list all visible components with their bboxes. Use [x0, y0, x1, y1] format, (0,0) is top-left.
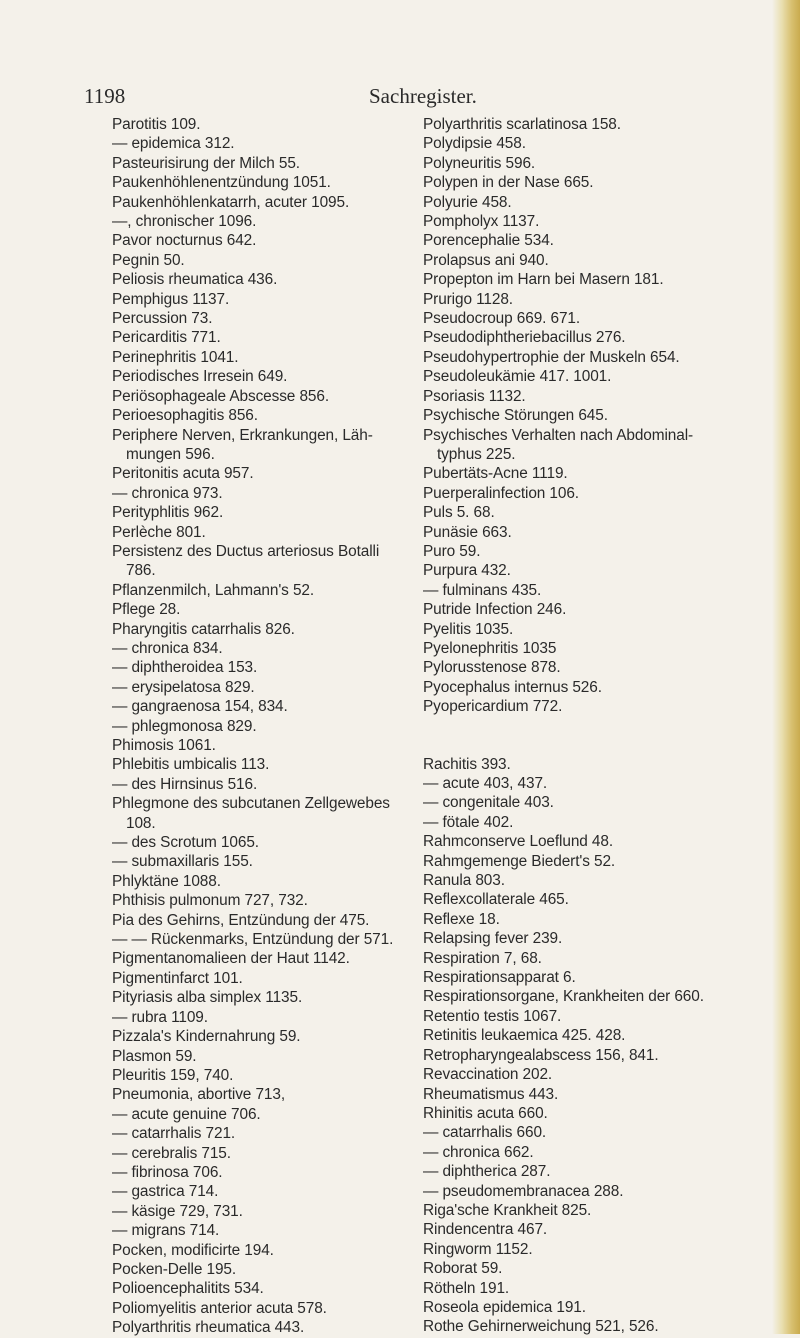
- index-entry: Revaccination 202.: [423, 1066, 553, 1084]
- index-entry: Roborat 59.: [423, 1260, 503, 1278]
- index-entry: — chronica 834.: [112, 639, 223, 657]
- index-entry: — rubra 1109.: [112, 1008, 208, 1026]
- index-entry: Propepton im Harn bei Masern 181.: [423, 271, 664, 289]
- index-entry: Pavor nocturnus 642.: [112, 232, 257, 250]
- index-entry: Phthisis pulmonum 727, 732.: [112, 892, 308, 910]
- index-entry: Pasteurisirung der Milch 55.: [112, 154, 300, 172]
- index-entry: Phlyktäne 1088.: [112, 872, 221, 890]
- left-column: [112, 115, 412, 1338]
- index-entry: Pseudocroup 669. 671.: [423, 310, 581, 328]
- index-entry: Periphere Nerven, Erkrankungen, Läh-: [112, 426, 373, 444]
- index-entry: — submaxillaris 155.: [112, 853, 253, 871]
- index-entry: Punäsie 663.: [423, 523, 512, 541]
- index-entry: Polyurie 458.: [423, 193, 512, 211]
- index-entry: Riga'sche Krankheit 825.: [423, 1201, 592, 1219]
- index-entry: Reflexe 18.: [423, 910, 500, 928]
- index-entry: Pyelonephritis 1035: [423, 639, 557, 657]
- index-entry: Pflege 28.: [112, 601, 181, 619]
- index-entry: Periösophageale Abscesse 856.: [112, 387, 330, 405]
- index-entry: Ranula 803.: [423, 872, 505, 890]
- index-entry: Polioencephalitits 534.: [112, 1280, 264, 1298]
- index-entry: typhus 225.: [437, 445, 516, 463]
- index-entry: Psychische Störungen 645.: [423, 407, 608, 425]
- index-entry: Pia des Gehirns, Entzündung der 475.: [112, 911, 370, 929]
- index-entry: — phlegmonosa 829.: [112, 717, 257, 735]
- index-entry: Phimosis 1061.: [112, 737, 216, 754]
- index-entry: Periodisches Irresein 649.: [112, 368, 288, 386]
- index-entry: Respiration 7, 68.: [423, 949, 542, 967]
- index-entry: Polyneuritis 596.: [423, 154, 536, 172]
- index-entry: — diphtheroidea 153.: [112, 659, 258, 677]
- page-number: 1198: [84, 84, 126, 108]
- index-entry: — catarrhalis 721.: [112, 1125, 236, 1143]
- index-entry: Pleuritis 159, 740.: [112, 1066, 234, 1084]
- index-entry: Paukenhöhlenkatarrh, acuter 1095.: [112, 193, 350, 211]
- index-entry: — des Scrotum 1065.: [112, 834, 259, 852]
- index-entry: — gangraenosa 154, 834.: [112, 698, 288, 716]
- index-entry: Plasmon 59.: [112, 1047, 197, 1065]
- index-entry: — cerebralis 715.: [112, 1144, 231, 1162]
- index-entry: Puls 5. 68.: [423, 504, 495, 522]
- index-entry: Phlebitis umbicalis 113.: [112, 756, 270, 774]
- index-entry: Rheumatismus 443.: [423, 1085, 559, 1103]
- index-entry: Pompholyx 1137.: [423, 213, 540, 231]
- index-entry: Relapsing fever 239.: [423, 930, 563, 948]
- index-entry: Prolapsus ani 940.: [423, 251, 549, 269]
- index-entry: — fulminans 435.: [423, 581, 542, 599]
- index-entry: Perlèche 801.: [112, 523, 206, 541]
- index-entry: Pseudoleukämie 417. 1001.: [423, 368, 612, 386]
- index-entry: Pocken, modificirte 194.: [112, 1241, 274, 1259]
- index-entry: Putride Infection 246.: [423, 601, 567, 619]
- index-entry: — gastrica 714.: [112, 1183, 219, 1201]
- index-entry: Paukenhöhlenentzündung 1051.: [112, 174, 331, 192]
- index-entry: Perioesophagitis 856.: [112, 407, 258, 425]
- section-r: [423, 755, 779, 1337]
- index-entry: Polypen in der Nase 665.: [423, 174, 594, 192]
- index-entry: Pityriasis alba simplex 1135.: [112, 989, 303, 1007]
- index-entry: Purpura 432.: [423, 562, 511, 580]
- index-entry: Rahmconserve Loeflund 48.: [423, 833, 614, 851]
- index-entry: Persistenz des Ductus arteriosus Botalli: [112, 542, 380, 560]
- index-entry: Pyelitis 1035.: [423, 620, 514, 638]
- index-entry: — catarrhalis 660.: [423, 1124, 547, 1142]
- index-entry: — chronica 662.: [423, 1143, 534, 1161]
- index-entry: Pubertäts-Acne 1119.: [423, 465, 568, 483]
- index-entry: — epidemica 312.: [112, 135, 235, 153]
- index-entry: Pflanzenmilch, Lahmann's 52.: [112, 581, 315, 599]
- index-entry: Pemphigus 1137.: [112, 290, 230, 308]
- index-entry: Polyarthritis scarlatinosa 158.: [423, 116, 621, 133]
- index-entry: Pigmentanomalieen der Haut 1142.: [112, 950, 350, 968]
- index-entry: — fötale 402.: [423, 813, 514, 831]
- index-entry: — acute 403, 437.: [423, 775, 548, 792]
- index-entry: Ringworm 1152.: [423, 1240, 533, 1258]
- index-entry: Peritonitis acuta 957.: [112, 465, 254, 483]
- index-entry: — fibrinosa 706.: [112, 1163, 223, 1181]
- index-entry: Percussion 73.: [112, 310, 213, 328]
- index-entry: Roseola epidemica 191.: [423, 1298, 586, 1316]
- index-entry: Respirationsorgane, Krankheiten der 660.: [423, 988, 704, 1006]
- index-entry: Pseudohypertrophie der Muskeln 654.: [423, 348, 680, 366]
- index-entry: Pericarditis 771.: [112, 329, 221, 347]
- index-entry: Psychisches Verhalten nach Abdominal-: [423, 426, 694, 444]
- index-entry: Peliosis rheumatica 436.: [112, 271, 278, 289]
- index-entry: Pharyngitis catarrhalis 826.: [112, 620, 295, 638]
- index-entry: Psoriasis 1132.: [423, 387, 526, 405]
- index-entry: Rötheln 191.: [423, 1279, 510, 1297]
- index-entry: — käsige 729, 731.: [112, 1202, 243, 1220]
- index-entry: Pyocephalus internus 526.: [423, 678, 602, 696]
- index-entry: — migrans 714.: [112, 1222, 220, 1240]
- index-entry: Pneumonia, abortive 713,: [112, 1086, 285, 1104]
- index-entry: mungen 596.: [126, 445, 215, 463]
- section-p: [423, 115, 779, 717]
- right-column: [423, 115, 779, 1337]
- index-entry: — chronica 973.: [112, 484, 223, 502]
- index-entry: Reflexcollaterale 465.: [423, 891, 569, 909]
- page-title: Sachregister.: [369, 84, 477, 108]
- index-entry: Puerperalinfection 106.: [423, 484, 579, 502]
- index-entry: Retinitis leukaemica 425. 428.: [423, 1027, 626, 1045]
- index-entry: Respirationsapparat 6.: [423, 969, 576, 987]
- index-entry: Porencephalie 534.: [423, 232, 554, 250]
- index-entry: Pylorusstenose 878.: [423, 659, 561, 677]
- index-entry: Perinephritis 1041.: [112, 348, 239, 366]
- index-entry: Rothe Gehirnerweichung 521, 526.: [423, 1318, 659, 1336]
- index-entry: Perityphlitis 962.: [112, 504, 224, 522]
- index-entry: Prurigo 1128.: [423, 290, 513, 308]
- index-entry: Rachitis 393.: [423, 755, 511, 773]
- index-entry: Pizzala's Kindernahrung 59.: [112, 1028, 301, 1046]
- index-entry: Rhinitis acuta 660.: [423, 1104, 548, 1122]
- index-entry: Phlegmone des subcutanen Zellgewebes: [112, 795, 390, 813]
- index-entry: Polydipsie 458.: [423, 135, 526, 153]
- index-entry: Pegnin 50.: [112, 251, 185, 269]
- index-entry: Puro 59.: [423, 542, 481, 560]
- index-entry: Rindencentra 467.: [423, 1221, 548, 1239]
- index-entry: Pseudodiphtheriebacillus 276.: [423, 329, 626, 347]
- index-entry: — erysipelatosa 829.: [112, 678, 255, 696]
- page-header: [0, 84, 800, 114]
- index-entry: Pigmentinfarct 101.: [112, 969, 243, 987]
- index-entry: Polyarthritis rheumatica 443.: [112, 1319, 305, 1337]
- index-entry: 108.: [126, 814, 156, 832]
- index-entry: Retentio testis 1067.: [423, 1007, 562, 1025]
- index-entry: —, chronischer 1096.: [112, 213, 257, 231]
- index-entry: 786.: [126, 562, 156, 580]
- index-entry: — pseudomembranacea 288.: [423, 1182, 624, 1200]
- index-entry: Poliomyelitis anterior acuta 578.: [112, 1299, 327, 1317]
- index-entry: — — Rückenmarks, Entzündung der 571.: [112, 931, 394, 949]
- index-entry: — acute genuine 706.: [112, 1105, 261, 1123]
- index-entry: Parotitis 109.: [112, 116, 201, 133]
- index-entry: Pyopericardium 772.: [423, 698, 563, 716]
- section-gap: [423, 717, 779, 755]
- index-entry: Retropharyngealabscess 156, 841.: [423, 1046, 659, 1064]
- index-entry: — congenitale 403.: [423, 794, 554, 812]
- index-entry: Rahmgemenge Biedert's 52.: [423, 852, 616, 870]
- index-entry: — des Hirnsinus 516.: [112, 775, 258, 793]
- index-entry: — diphtherica 287.: [423, 1163, 551, 1181]
- index-entry: Pocken-Delle 195.: [112, 1260, 237, 1278]
